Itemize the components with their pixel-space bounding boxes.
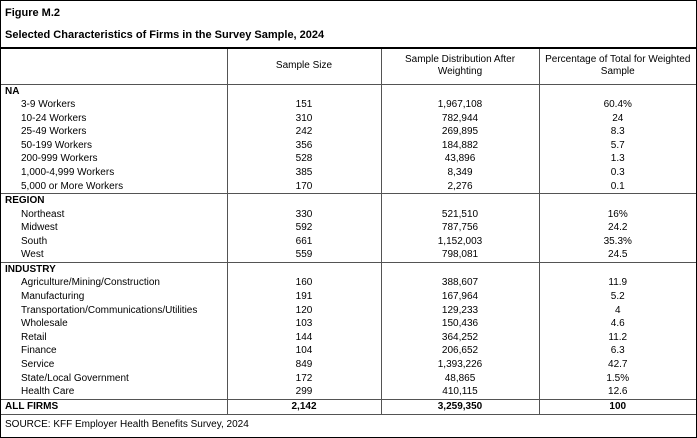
table-row [1, 235, 696, 249]
sample-size-value: 385 [227, 166, 381, 180]
section-header-row [1, 262, 696, 276]
table-row [1, 248, 696, 262]
row-label: Midwest [21, 222, 58, 234]
row-label: 200-999 Workers [21, 153, 98, 165]
percentage-value: 11.9 [539, 276, 696, 290]
total-percentage-value: 100 [539, 399, 696, 414]
section-header-empty-cell [539, 194, 696, 208]
sample-size-value: 330 [227, 208, 381, 222]
title-block [1, 1, 696, 49]
row-label: Health Care [21, 386, 75, 398]
table-row [1, 358, 696, 372]
table-row [1, 98, 696, 112]
sample-size-value: 104 [227, 344, 381, 358]
sample-size-value: 191 [227, 290, 381, 304]
distribution-value: 2,276 [381, 180, 539, 194]
section-header-label: REGION [1, 194, 227, 208]
section-header-empty-cell [227, 262, 381, 276]
section-header-label: NA [5, 85, 20, 97]
table-row [1, 139, 696, 153]
table-row [1, 152, 696, 166]
percentage-value: 24.2 [539, 221, 696, 235]
row-label: Retail [21, 331, 47, 343]
section-header-row [1, 194, 696, 208]
percentage-value: 16% [539, 208, 696, 222]
section-header-row [1, 84, 696, 98]
row-label: 3-9 Workers [21, 99, 76, 111]
sample-size-value: 528 [227, 152, 381, 166]
row-label: Wholesale [21, 318, 68, 330]
sample-size-value: 356 [227, 139, 381, 153]
percentage-value: 5.7 [539, 139, 696, 153]
sample-size-value: 172 [227, 372, 381, 386]
distribution-value: 8,349 [381, 166, 539, 180]
sample-size-value: 170 [227, 180, 381, 194]
distribution-value: 129,233 [381, 304, 539, 318]
row-label: 25-49 Workers [21, 126, 87, 138]
table-row [1, 331, 696, 345]
distribution-value: 521,510 [381, 208, 539, 222]
distribution-value: 1,393,226 [381, 358, 539, 372]
sample-size-value: 120 [227, 304, 381, 318]
percentage-value: 35.3% [539, 235, 696, 249]
percentage-value: 5.2 [539, 290, 696, 304]
section-header-empty-cell [381, 194, 539, 208]
table-row [1, 276, 696, 290]
sample-size-value: 144 [227, 331, 381, 345]
row-label: 10-24 Workers [21, 112, 87, 124]
figure-label: Figure M.2 [5, 7, 61, 19]
sample-size-value: 160 [227, 276, 381, 290]
sample-size-value: 310 [227, 112, 381, 126]
section-header-empty-cell [539, 262, 696, 276]
table-header [1, 49, 696, 84]
percentage-value: 8.3 [539, 125, 696, 139]
table-row [1, 221, 696, 235]
table-body [1, 84, 696, 414]
row-label: West [21, 249, 44, 261]
section-header-label: INDUSTRY [1, 262, 227, 276]
distribution-value: 206,652 [381, 344, 539, 358]
table-row [1, 125, 696, 139]
table-row [1, 112, 696, 126]
table-row [1, 385, 696, 399]
row-label: South [21, 235, 48, 247]
distribution-value: 43,896 [381, 152, 539, 166]
distribution-value: 1,967,108 [381, 98, 539, 112]
section-header-empty-cell [227, 84, 381, 98]
column-header-percentage: Percentage of Total for Weighted Sample [539, 49, 696, 84]
sample-size-value: 849 [227, 358, 381, 372]
section-header-empty-cell [227, 194, 381, 208]
percentage-value: 24.5 [539, 248, 696, 262]
sample-size-value: 559 [227, 248, 381, 262]
distribution-value: 787,756 [381, 221, 539, 235]
percentage-value: 11.2 [539, 331, 696, 345]
row-label: State/Local Government [21, 372, 129, 384]
percentage-value: 24 [539, 112, 696, 126]
distribution-value: 410,115 [381, 385, 539, 399]
column-header-blank [1, 49, 227, 84]
table-row [1, 290, 696, 304]
row-label: 5,000 or More Workers [21, 180, 124, 192]
table-row [1, 372, 696, 386]
total-sample-size-value: 2,142 [227, 399, 381, 414]
row-label: Agriculture/Mining/Construction [21, 277, 160, 289]
row-label: 1,000-4,999 Workers [21, 167, 115, 179]
source-note: SOURCE: KFF Employer Health Benefits Survey, 2024 [5, 418, 249, 430]
percentage-value: 6.3 [539, 344, 696, 358]
total-distribution-value: 3,259,350 [381, 399, 539, 414]
table-row [1, 304, 696, 318]
distribution-value: 798,081 [381, 248, 539, 262]
header-row [1, 49, 696, 84]
sample-size-value: 299 [227, 385, 381, 399]
sample-size-value: 242 [227, 125, 381, 139]
sample-size-value: 151 [227, 98, 381, 112]
distribution-value: 364,252 [381, 331, 539, 345]
total-row [1, 399, 696, 414]
column-header-distribution: Sample Distribution After Weighting [381, 49, 539, 84]
distribution-value: 1,152,003 [381, 235, 539, 249]
distribution-value: 269,895 [381, 125, 539, 139]
row-label: Northeast [21, 208, 65, 220]
percentage-value: 0.3 [539, 166, 696, 180]
table-row [1, 208, 696, 222]
row-label: Finance [21, 345, 57, 357]
distribution-value: 782,944 [381, 112, 539, 126]
sample-size-value: 661 [227, 235, 381, 249]
row-label: Manufacturing [21, 290, 85, 302]
column-header-sample-size: Sample Size [227, 49, 381, 84]
percentage-value: 4 [539, 304, 696, 318]
sample-size-value: 103 [227, 317, 381, 331]
sample-size-value: 592 [227, 221, 381, 235]
percentage-value: 1.3 [539, 152, 696, 166]
figure-title: Selected Characteristics of Firms in the Survey Sample, 2024 [5, 29, 325, 41]
percentage-value: 12.6 [539, 385, 696, 399]
section-header-empty-cell [539, 84, 696, 98]
table-row [1, 344, 696, 358]
distribution-value: 184,882 [381, 139, 539, 153]
percentage-value: 0.1 [539, 180, 696, 194]
percentage-value: 60.4% [539, 98, 696, 112]
survey-sample-table [1, 49, 696, 415]
row-label: Service [21, 358, 55, 370]
distribution-value: 48,865 [381, 372, 539, 386]
distribution-value: 167,964 [381, 290, 539, 304]
percentage-value: 1.5% [539, 372, 696, 386]
row-label: Transportation/Communications/Utilities [21, 304, 198, 316]
section-header-empty-cell [381, 262, 539, 276]
distribution-value: 388,607 [381, 276, 539, 290]
row-label: 50-199 Workers [21, 139, 92, 151]
table-row [1, 166, 696, 180]
section-header-empty-cell [381, 84, 539, 98]
table-row [1, 317, 696, 331]
table-row [1, 180, 696, 194]
percentage-value: 42.7 [539, 358, 696, 372]
total-label: ALL FIRMS [1, 399, 227, 414]
percentage-value: 4.6 [539, 317, 696, 331]
distribution-value: 150,436 [381, 317, 539, 331]
